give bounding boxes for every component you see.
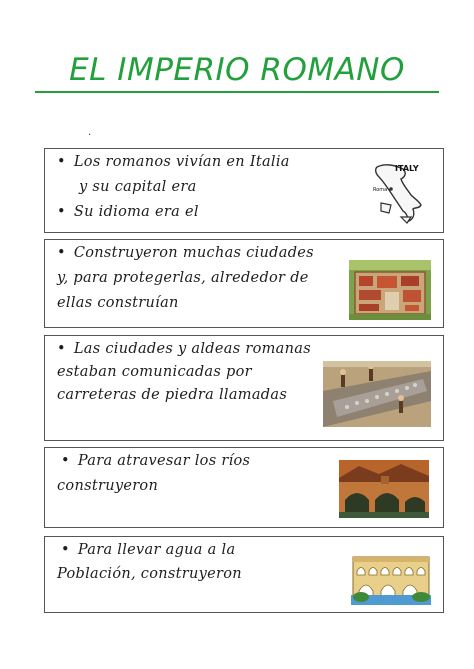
page-title: EL IMPERIO ROMANO (69, 52, 405, 88)
card-ciudades (44, 239, 444, 328)
card-line: • Construyeron muchas ciudades (57, 245, 314, 261)
card-puentes (44, 447, 444, 528)
card-acueductos (44, 536, 444, 613)
italy-map-icon (371, 159, 425, 225)
card-line: y, para protegerlas, alrededor de (57, 270, 309, 286)
card-line: carreteras de piedra llamadas (57, 387, 288, 403)
card-italia (44, 148, 444, 233)
card-line: construyeron (57, 478, 159, 494)
map-label-roma: Roma (373, 187, 388, 193)
card-line: • Los romanos vivían en Italia (57, 154, 290, 170)
aqueduct-icon (351, 547, 431, 605)
card-line: y su capital era (79, 179, 197, 195)
card-line: • Su idioma era el (57, 204, 199, 220)
roman-bridge-icon (339, 460, 429, 518)
road-building-icon (323, 361, 431, 427)
card-line: ellas construían (57, 295, 179, 311)
card-line: • Para llevar agua a la (61, 542, 235, 558)
roman-city-icon (349, 260, 431, 320)
card-calzadas (44, 335, 444, 441)
map-label: ITALY (395, 164, 419, 173)
card-line: • Las ciudades y aldeas romanas (57, 341, 311, 357)
title-underline (35, 91, 439, 93)
card-line: Población, construyeron (57, 566, 242, 582)
card-line: estaban comunicadas por (57, 364, 252, 380)
decor-dot: . (88, 127, 92, 138)
card-line: • Para atravesar los ríos (61, 453, 250, 469)
